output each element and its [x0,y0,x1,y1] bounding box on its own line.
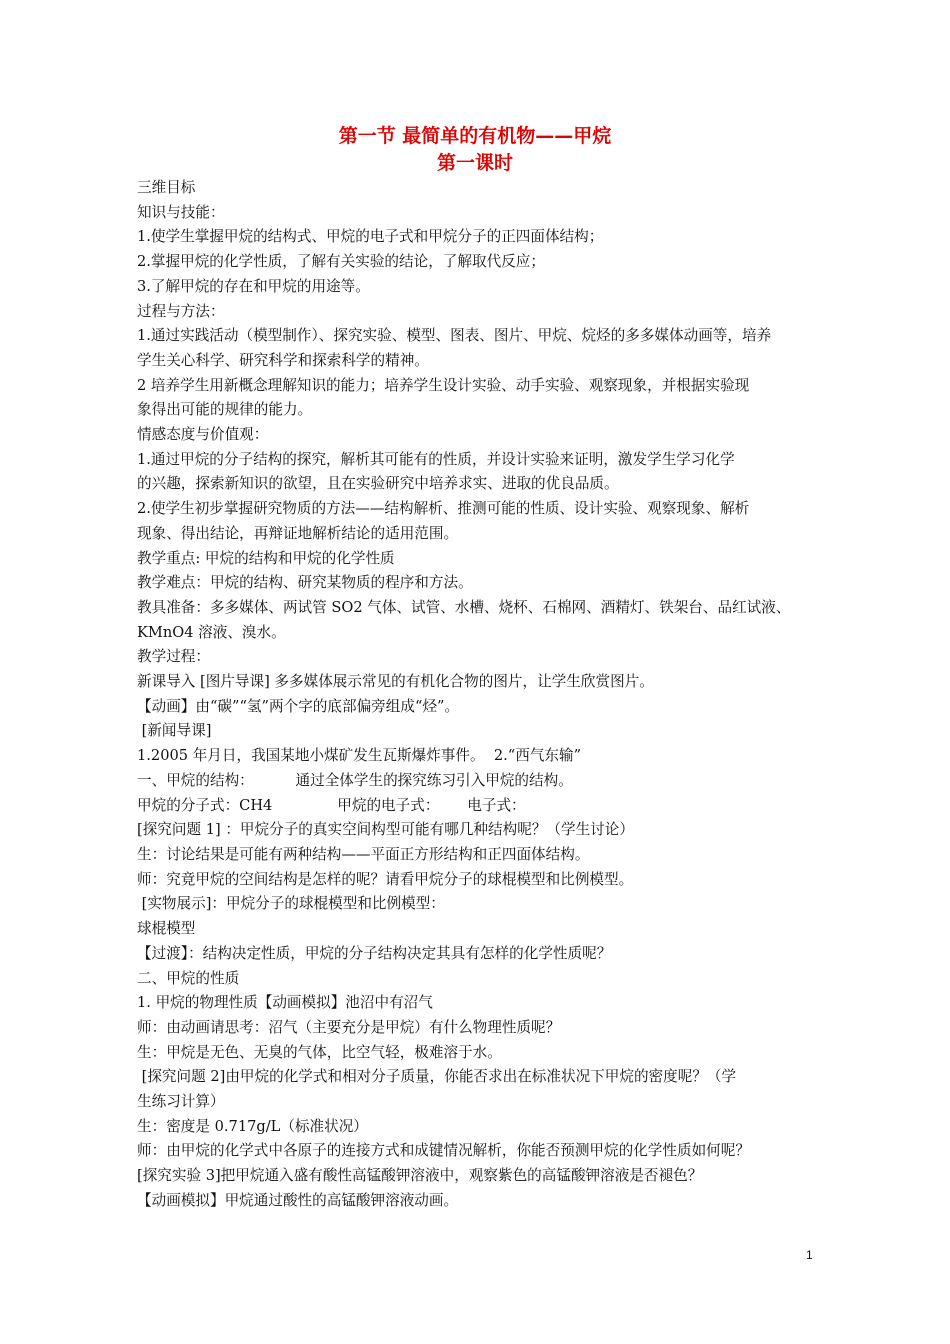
body-line: 1.通过甲烷的分子结构的探究，解析其可能有的性质，并设计实验来证明，激发学生学习化学 [137,450,735,468]
body-line: 1.使学生掌握甲烷的结构式、甲烷的电子式和甲烷分子的正四面体结构； [137,228,604,246]
body-line: 情感态度与价值观： [137,426,269,444]
lesson-title: 第一节 最简单的有机物——甲烷 [338,125,612,147]
body-line: [探究问题 1] ：甲烷分子的真实空间构型可能有哪几种结构呢？（学生讨论） [137,821,634,839]
body-line: [新闻导课] [137,722,212,740]
lesson-body [137,176,827,1214]
body-line: 现象、得出结论，再辩证地解析结论的适用范围。 [137,524,459,542]
body-line: 生练习计算） [137,1093,225,1111]
body-line: 教具准备：多多媒体、两试管 SO2 气体、试管、水槽、烧杯、石棉网、酒精灯、铁架台、品红试液、 [137,598,791,616]
body-line: 象得出可能的规律的能力。 [137,401,313,419]
body-line: 甲烷的分子式：CH4 甲烷的电子式： 电子式： [137,796,526,814]
body-line: 生：密度是 0.717g/L（标准状况） [137,1117,368,1135]
body-line: 学生关心科学、研究科学和探索科学的精神。 [137,351,429,369]
body-line: KMnO4 溶液、溴水。 [137,623,286,641]
body-line: 师：由甲烷的化学式中各原子的连接方式和成键情况解析，你能否预测甲烷的化学性质如何呢？ [137,1142,750,1160]
body-line: 教学难点：甲烷的结构、研究某物质的程序和方法。 [137,574,473,592]
body-line: [探究问题 2]由甲烷的化学式和相对分子质量，你能否求出在标准状况下甲烷的密度呢？（学 [137,1068,737,1086]
page-number: 1 [806,1248,813,1262]
body-line: 二、甲烷的性质 [137,969,240,987]
lesson-subtitle: 第一课时 [436,152,513,174]
body-line: 师：由动画请思考：沼气（主要充分是甲烷）有什么物理性质呢？ [137,1018,561,1036]
body-line: [实物展示]：甲烷分子的球棍模型和比例模型： [137,895,445,913]
body-line: 【过渡】：结构决定性质，甲烷的分子结构决定其具有怎样的化学性质呢？ [137,944,612,962]
body-line: 知识与技能： [137,203,225,221]
body-line: 2 培养学生用新概念理解知识的能力；培养学生设计实验、动手实验、观察现象，并根据实验现 [137,376,750,394]
body-line: 【动画模拟】甲烷通过酸性的高锰酸钾溶液动画。 [137,1191,459,1209]
body-line: 生：讨论结果是可能有两种结构——平面正方形结构和正四面体结构。 [137,845,590,863]
body-line: 球棍模型 [137,920,196,938]
body-line: 2.掌握甲烷的化学性质，了解有关实验的结论，了解取代反应； [137,253,545,271]
body-line: 的兴趣，探索新知识的欲望，且在实验研究中培养求实、进取的优良品质。 [137,475,619,493]
body-line: 1.通过实践活动（模型制作）、探究实验、模型、图表、图片、甲烷、烷烃的多多媒体动画等，培养 [137,327,772,345]
body-line: 三维目标 [137,179,196,196]
body-line: 教学重点: 甲烷的结构和甲烷的化学性质 [137,549,395,567]
body-line: 师：究竟甲烷的空间结构是怎样的呢？请看甲烷分子的球棍模型和比例模型。 [137,870,634,888]
body-line: 【动画】由“碳”“氢”两个字的底部偏旁组成“烃”。 [137,697,460,715]
body-line: 生：甲烷是无色、无臭的气体，比空气轻，极难溶于水。 [137,1043,502,1061]
body-line: 一、甲烷的结构： 通过全体学生的探究练习引入甲烷的结构。 [137,771,573,789]
body-line: 教学过程： [137,648,210,666]
body-line: 3.了解甲烷的存在和甲烷的用途等。 [137,277,370,295]
body-line: 过程与方法： [137,302,225,320]
body-line: 1. 甲烷的物理性质【动画模拟】池沼中有沼气 [137,994,433,1012]
body-line: [探究实验 3]把甲烷通入盛有酸性高锰酸钾溶液中，观察紫色的高锰酸钾溶液是否褪色？ [137,1167,703,1185]
body-line: 2.使学生初步掌握研究物质的方法——结构解析、推测可能的性质、设计实验、观察现象、解析 [137,500,750,518]
body-line: 新课导入 [图片导课] 多多媒体展示常见的有机化合物的图片，让学生欣赏图片。 [137,673,654,691]
body-line: 1.2005 年月日，我国某地小煤矿发生瓦斯爆炸事件。 2.“西气东输” [137,747,582,765]
